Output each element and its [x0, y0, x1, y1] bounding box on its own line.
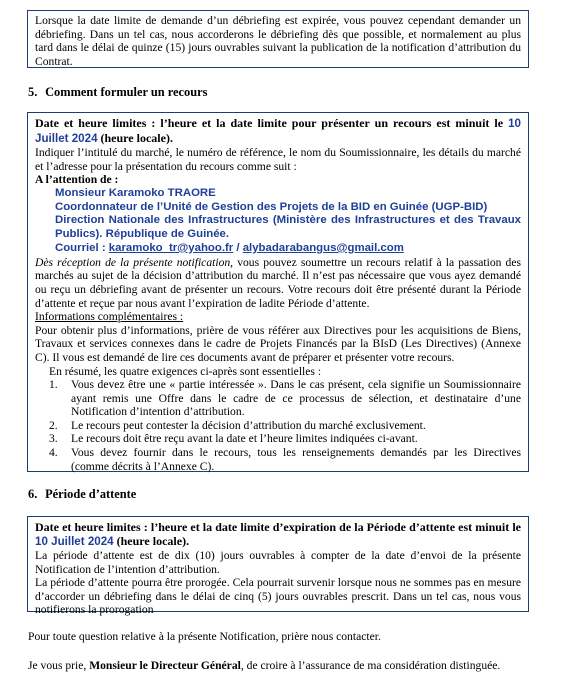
waiting-period-box	[27, 516, 529, 617]
waiting-deadline-date: 10 Juillet 2024	[35, 535, 114, 548]
list-item	[35, 419, 521, 433]
requirements-list	[35, 378, 521, 473]
waiting-period-p2: La période d’attente pourra être prorogée. Cela pourrait survenir lorsque nous ne sommes pas en mesure d’accorder un débriefing dans le délai de cinq (5) jours ouvrables prescrit. Dans un tel cas, nous vous notifierons la prorogation	[35, 576, 521, 617]
list-item-number: 1.	[49, 378, 58, 392]
list-item-number: 2.	[49, 418, 58, 432]
recours-box	[27, 112, 529, 472]
info-text: Pour obtenir plus d’informations, prière de vous référer aux Directives pour les acquisitions de Biens, Travaux et services connexes dans le cadre de Projets Financés par la BIsD (Les Directives) (Annexe C). Il vous est demandé de lire ces documents avant de préparer et présenter votre recours.	[35, 323, 521, 364]
list-item-text: Vous devez fournir dans le recours, tous les renseignements demandés par les Directives (comme décrits à l’Annexe C).	[71, 446, 521, 473]
recours-deadline-date: 10 Juillet 2024	[35, 117, 521, 145]
waiting-period-p1: La période d’attente est de dix (10) jours ouvrables à compter de la date d’envoi de la présente Notification de l’intention d’attribution.	[35, 549, 521, 576]
recours-deadline-suffix: (heure locale).	[97, 131, 173, 145]
debriefing-note-box	[27, 10, 529, 68]
contact-direction: Direction Nationale des Infrastructures (Ministère des Infrastructures et des Travaux Publics). République de Guinée.	[55, 214, 521, 241]
contact-role: Coordonnateur de l’Unité de Gestion des Projets de la BID en Guinée (UGP-BID)	[55, 200, 488, 213]
email-label: Courriel :	[55, 241, 109, 254]
list-item-number: 3.	[49, 432, 58, 446]
contact-email-line	[55, 242, 521, 256]
contact-name: Monsieur Karamoko TRAORE	[55, 186, 216, 199]
list-item-text: Vous devez être une « partie intéressée ». Dans le cas présent, cela signifie un Soumissionnaire ayant remis une Offre dans le cadre de ce processus de sélection, et destinataire d’une Notification d’intention d’attribution.	[71, 378, 521, 419]
list-item-number: 4.	[49, 446, 58, 460]
section-6-number: 6.	[28, 487, 38, 501]
info-title: Informations complémentaires :	[35, 310, 184, 324]
salutation	[28, 659, 529, 673]
contact-question-line: Pour toute question relative à la présente Notification, prière nous contacter.	[28, 630, 381, 643]
recours-instructions: Indiquer l’intitulé du marché, le numéro de référence, le nom du Soumissionnaire, les détails du marché et l’adresse pour la présentation du recours comme suit :	[35, 146, 521, 173]
waiting-deadline	[35, 520, 521, 549]
recours-deadline-intro: Date et heure limites : l’heure et la date limite pour présenter un recours est minuit le	[35, 116, 504, 130]
section-6-heading	[28, 488, 136, 502]
waiting-deadline-suffix: (heure locale).	[113, 534, 190, 548]
email-link-2[interactable]: alybadarabangus@gmail.com	[242, 241, 404, 254]
salutation-lead: Je vous prie,	[28, 659, 90, 672]
attention-label: A l’attention de :	[35, 173, 119, 187]
list-item-text: Le recours peut contester la décision d’attribution du marché exclusivement.	[71, 418, 426, 432]
salutation-title: Monsieur le Directeur Général	[89, 659, 241, 672]
list-item	[35, 446, 521, 473]
salutation-rest: , de croire à l’assurance de ma considération distinguée.	[240, 659, 501, 672]
debriefing-note-text: Lorsque la date limite de demande d’un débriefing est expirée, vous pouvez cependant demander un débriefing. Dans un tel cas, nous accorderons le débriefing dès que possible, et normalement au plus tard dans le délai de quinze (15) jours ouvrables suivant la publication de la notification d’attribution du Contrat.	[35, 14, 521, 68]
reception-rest: , vous pouvez soumettre un recours relatif à la passation des marchés au sujet de la décision d’attribution du marché. Il n’est pas nécessaire que vous ayez demandé ou reçu un débriefing avant de présenter un recours. Votre recours doit être présenté durant la Période d’attente et reçue par nous avant l’expiration de ladite Période d’attente.	[35, 255, 521, 310]
list-item-text: Le recours doit être reçu avant la date et l’heure limites indiquées ci-avant.	[71, 432, 418, 446]
summary-line: En résumé, les quatre exigences ci-après sont essentielles :	[49, 364, 322, 378]
contact-block	[55, 187, 521, 256]
section-5-heading	[28, 86, 207, 100]
waiting-deadline-intro: Date et heure limites : l’heure et la date limite d’expiration de la Période d’attente est minuit le	[35, 520, 521, 534]
list-item	[35, 432, 521, 446]
section-6-title: Période d’attente	[45, 487, 137, 501]
recours-deadline	[35, 116, 521, 146]
reception-paragraph	[35, 256, 521, 310]
section-5-number: 5.	[28, 85, 38, 99]
reception-lead: Dès réception de la présente notification	[35, 255, 231, 269]
section-5-title: Comment formuler un recours	[45, 85, 208, 99]
email-separator: /	[233, 241, 243, 254]
email-link-1[interactable]: karamoko_tr@yahoo.fr	[108, 241, 234, 254]
list-item	[35, 378, 521, 419]
